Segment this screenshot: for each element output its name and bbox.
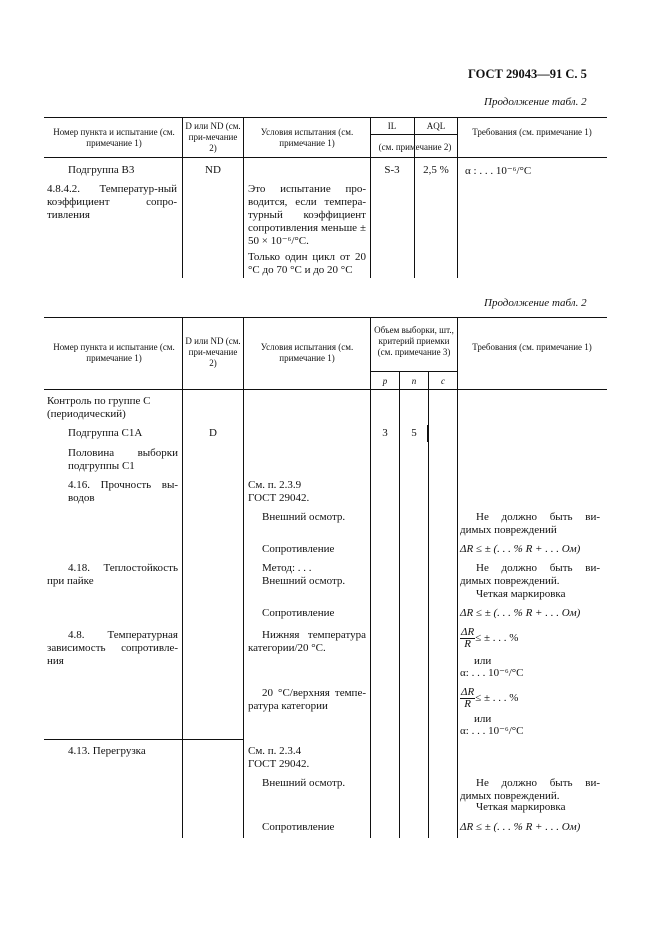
t2-alpha-1: α: . . . 10⁻⁶/°C: [460, 667, 524, 679]
t1-header-dnd: D или ND (см. при-мечание 2): [185, 121, 241, 153]
t2-req-visual3: Не должно быть ви-димых повреждений.: [460, 777, 600, 802]
t2-or-2: или: [474, 713, 492, 725]
t2-req-48-high: $\frac{\Delta R}{R}$ ≤ ± . . . %: [461, 686, 519, 710]
t2-req-res3: ΔR ≤ ± (. . . % R + . . . Ом): [460, 821, 581, 833]
t2-cond-low: Нижняя температура категории/20 °C.: [248, 629, 366, 654]
t2-alpha-2: α: . . . 10⁻⁶/°C: [460, 725, 524, 737]
t1-subgroup-il: S-3: [384, 164, 400, 176]
t2-subgroup-c1a: Подгруппа С1А: [68, 427, 143, 439]
t1-cond1: Это испытание про-водится, если темпера-турный коэффициент сопротивления меньше ± 50 × 10⁻⁶/°C.: [248, 183, 366, 247]
t2-header-c: c: [441, 376, 445, 386]
t2-header-p: p: [382, 376, 388, 386]
t1-subgroup-dnd: ND: [205, 164, 221, 176]
t2-header-sample: Объем выборки, шт., критерий приемки (см. примечание 3): [374, 325, 454, 357]
t1-item-tcr: 4.8.4.2. Температур-ный коэффициент сопро-тивления: [47, 183, 177, 221]
t2-req-visual1: Не должно быть ви-димых повреждений: [460, 511, 600, 536]
t1-header-item: Номер пункта и испытание (см. примечание 1): [53, 127, 175, 148]
t2-marking2: Четкая маркировка: [476, 588, 566, 600]
t2-visual1: Внешний осмотр.: [262, 511, 346, 523]
t1-subgroup: Подгруппа В3: [68, 164, 135, 176]
t2-header-item: Номер пункта и испытание (см. примечание 1): [53, 342, 175, 363]
t1-cond2: Только один цикл от 20 °C до 70 °C и до 20 °C: [248, 251, 366, 276]
t2-c1a-p: 3: [382, 427, 388, 439]
t2-header-requirements: Требования (см. примечание 1): [472, 342, 592, 352]
table1-continuation: Продолжение табл. 2: [484, 96, 587, 108]
t2-req-48-low: $\frac{\Delta R}{R}$ ≤ ± . . . %: [461, 626, 519, 650]
t2-header-dnd: D или ND (см. при-мечание 2): [185, 336, 241, 368]
t2-req-res1: ΔR ≤ ± (. . . % R + . . . Ом): [460, 543, 581, 555]
t2-item-48: 4.8. Температурная зависимость сопротивле-ния: [47, 629, 178, 667]
page-header: ГОСТ 29043—91 С. 5: [468, 67, 587, 81]
t1-header-requirements: Требования (см. примечание 1): [472, 127, 592, 137]
t2-cond-413: См. п. 2.3.4 ГОСТ 29042.: [248, 745, 310, 770]
t2-cond-high: 20 °C/верхняя темпе-ратура категории: [248, 687, 366, 712]
t2-cond-416: См. п. 2.3.9 ГОСТ 29042.: [248, 479, 310, 504]
t2-header-n: n: [411, 376, 417, 386]
t2-resistance3: Сопротивление: [262, 821, 335, 833]
t2-item-413: 4.13. Перегрузка: [68, 745, 146, 757]
table2-continuation: Продолжение табл. 2: [484, 297, 587, 309]
t2-header-conditions: Условия испытания (см. примечание 1): [260, 342, 354, 363]
t1-header-note2: (см. примечание 2): [378, 142, 452, 152]
t2-item-416: 4.16. Прочность вы-водов: [68, 479, 178, 504]
t2-item-418: 4.18. Теплостойкость при пайке: [47, 562, 178, 587]
t1-subgroup-req: α : . . . 10⁻⁶/°C: [465, 165, 532, 177]
t2-marking3: Четкая маркировка: [476, 801, 566, 813]
t2-method: Метод: . . .: [262, 562, 312, 574]
t2-req-res2: ΔR ≤ ± (. . . % R + . . . Ом): [460, 607, 581, 619]
t1-header-conditions: Условия испытания (см. примечание 1): [260, 127, 354, 148]
t2-visual2: Внешний осмотр.: [262, 575, 346, 587]
t2-group-c: Контроль по группе С (периодический): [47, 395, 151, 420]
t2-resistance2: Сопротивление: [262, 607, 335, 619]
t2-half-sample: Половина выборки подгруппы С1: [68, 447, 178, 472]
t2-c1a-n: 5: [411, 427, 417, 439]
t2-req-visual2: Не должно быть ви-димых повреждений.: [460, 562, 600, 587]
t2-c1a-dnd: D: [209, 427, 217, 439]
t2-resistance1: Сопротивление: [262, 543, 335, 555]
t1-header-il: IL: [387, 121, 397, 131]
t2-or-1: или: [474, 655, 492, 667]
t1-subgroup-aql: 2,5 %: [423, 164, 449, 176]
t1-header-aql: AQL: [426, 121, 446, 131]
t2-visual3: Внешний осмотр.: [262, 777, 346, 789]
